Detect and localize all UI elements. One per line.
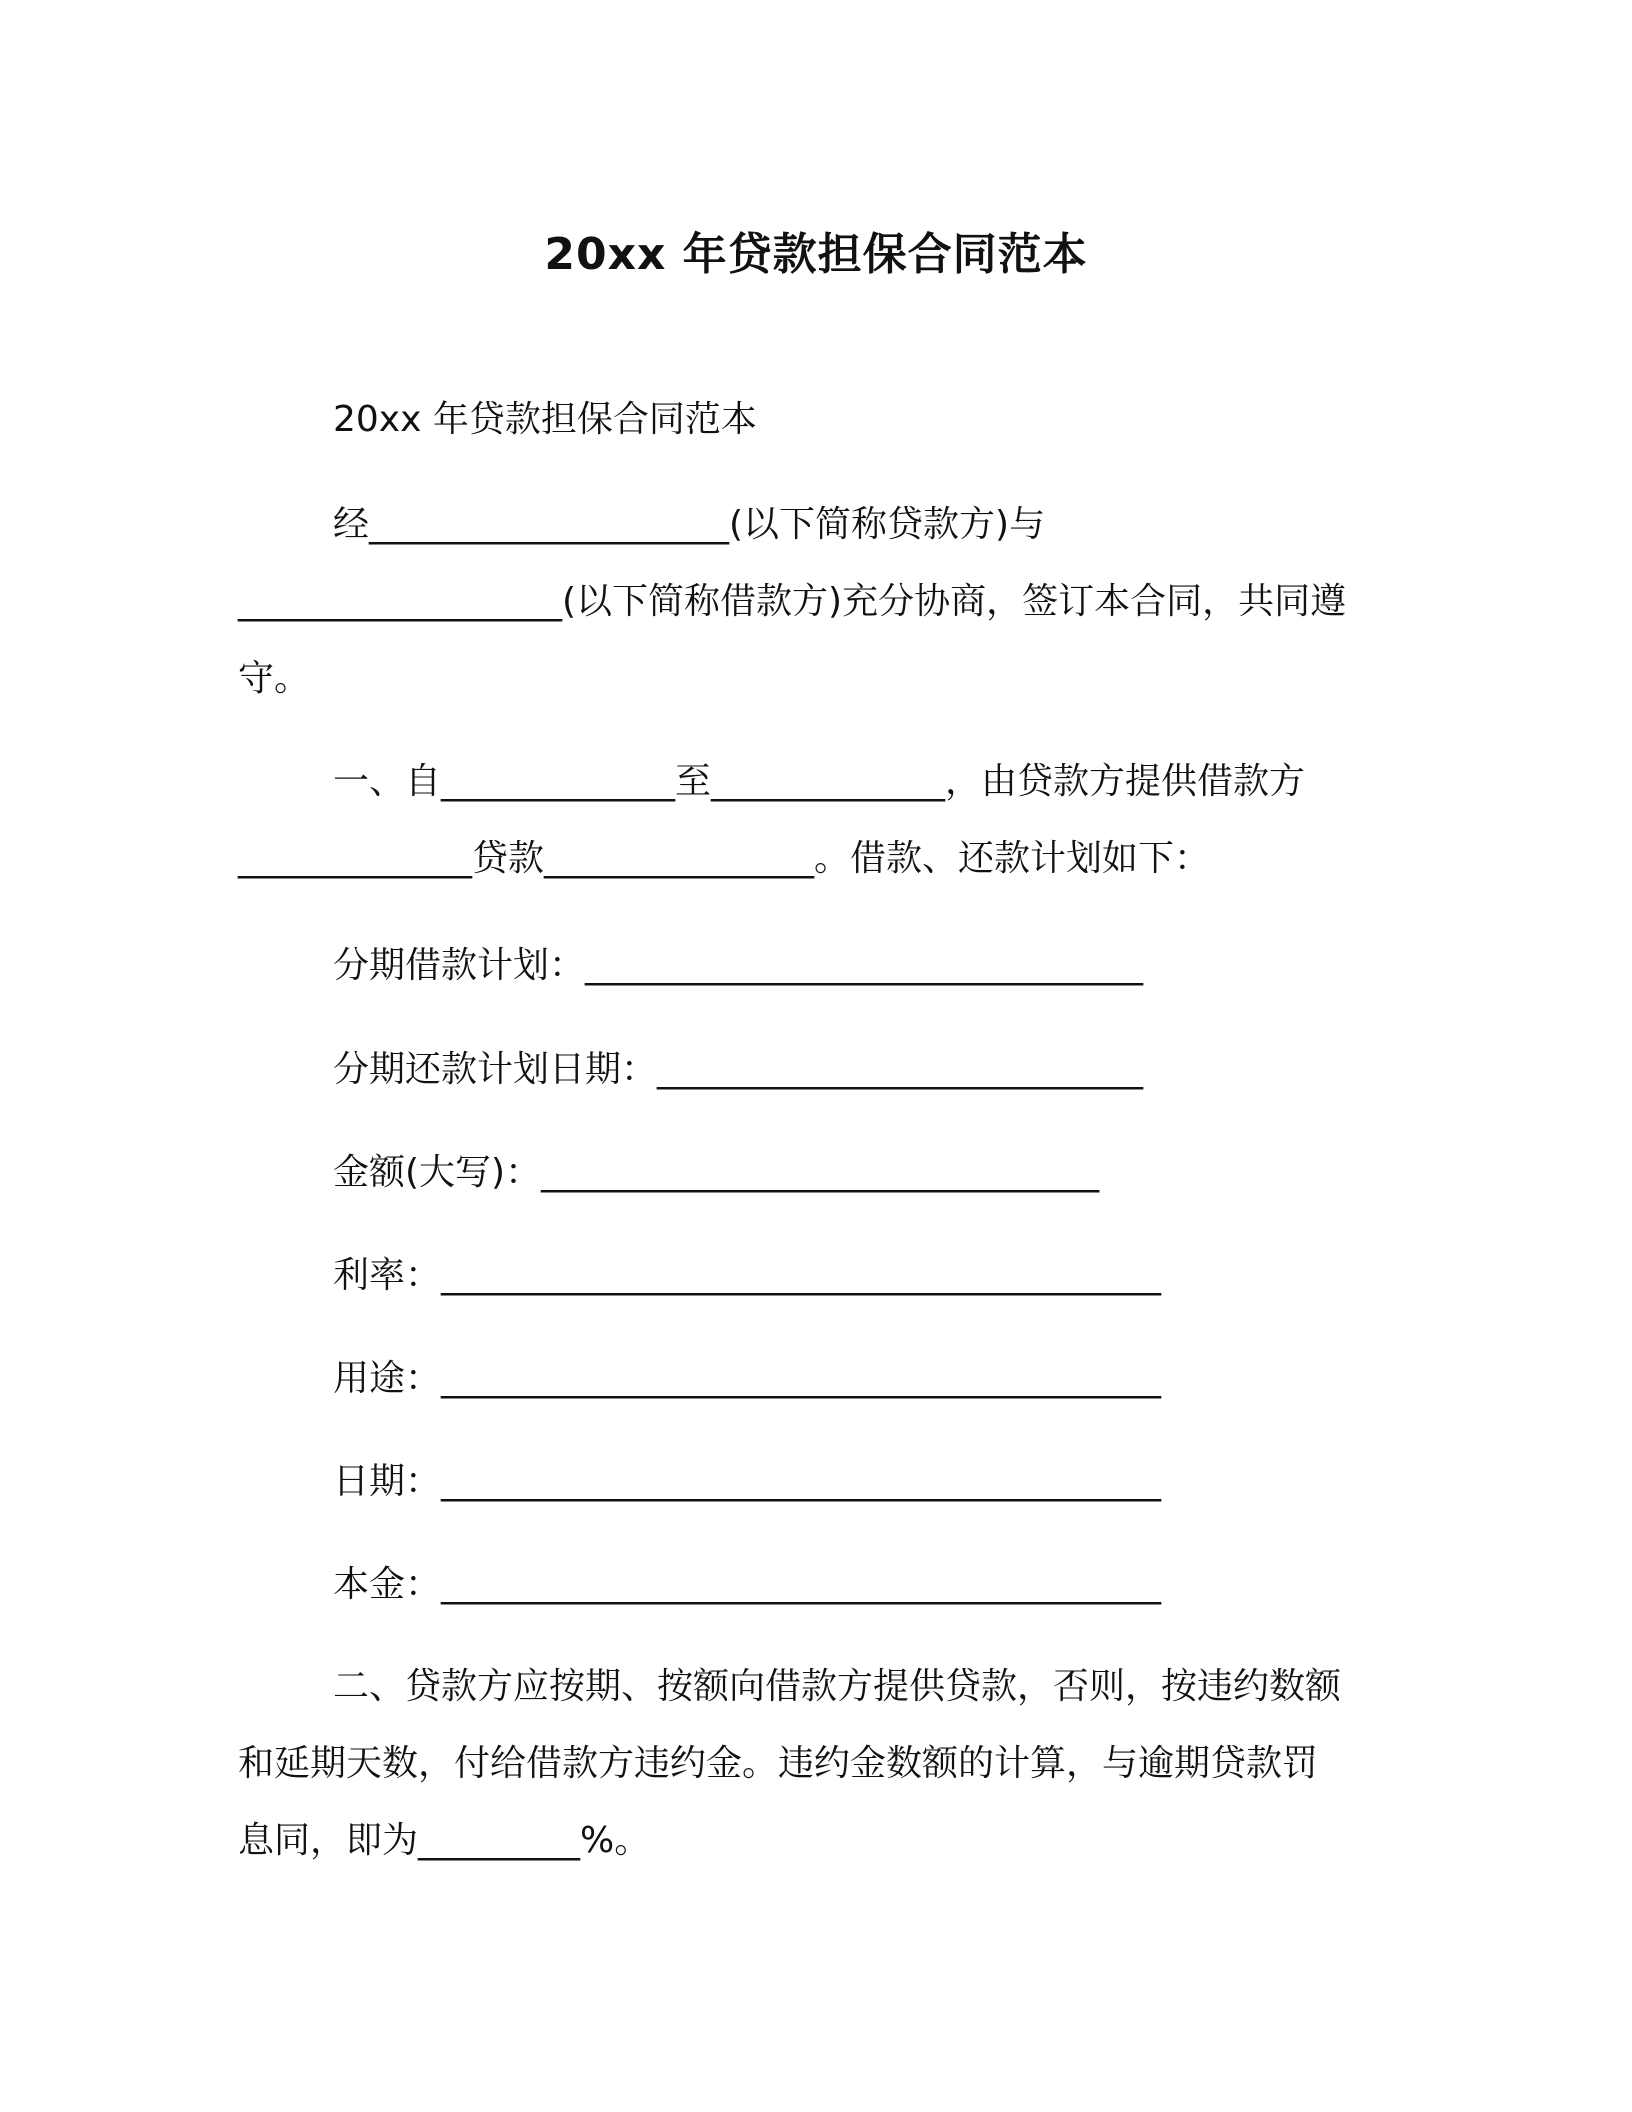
paragraph-line: 经____________________(以下简称贷款方)与 xyxy=(333,504,1046,545)
clause-2-line: 息同，即为_________%。 xyxy=(238,1820,651,1861)
clause-1-line: 一、自_____________至_____________，由贷款方提供借款方 xyxy=(333,761,1306,802)
plan-field-line: 用途：________________________________________ xyxy=(333,1358,1162,1399)
plan-field-line: 利率：________________________________________ xyxy=(333,1255,1162,1296)
paragraph-line: 守。 xyxy=(238,658,311,699)
plan-field-line: 分期借款计划：_______________________________ xyxy=(333,945,1144,986)
clause-1-line: _____________贷款_______________。借款、还款计划如下： xyxy=(238,838,1211,879)
plan-field-line: 分期还款计划日期：___________________________ xyxy=(333,1049,1144,1090)
plan-field-line: 本金：________________________________________ xyxy=(333,1564,1162,1605)
paragraph-line: __________________(以下简称借款方)充分协商，签订本合同，共同遵 xyxy=(238,581,1347,622)
plan-field-line: 日期：________________________________________ xyxy=(333,1461,1162,1502)
clause-2-line: 二、贷款方应按期、按额向借款方提供贷款，否则，按违约数额 xyxy=(333,1666,1342,1707)
plan-field-line: 金额(大写)：_______________________________ xyxy=(333,1152,1100,1193)
document-subtitle: 20xx 年贷款担保合同范本 xyxy=(333,399,757,440)
clause-2-line: 和延期天数，付给借款方违约金。违约金数额的计算，与逾期贷款罚 xyxy=(238,1743,1319,1784)
document-title: 20xx 年贷款担保合同范本 xyxy=(544,229,1088,280)
